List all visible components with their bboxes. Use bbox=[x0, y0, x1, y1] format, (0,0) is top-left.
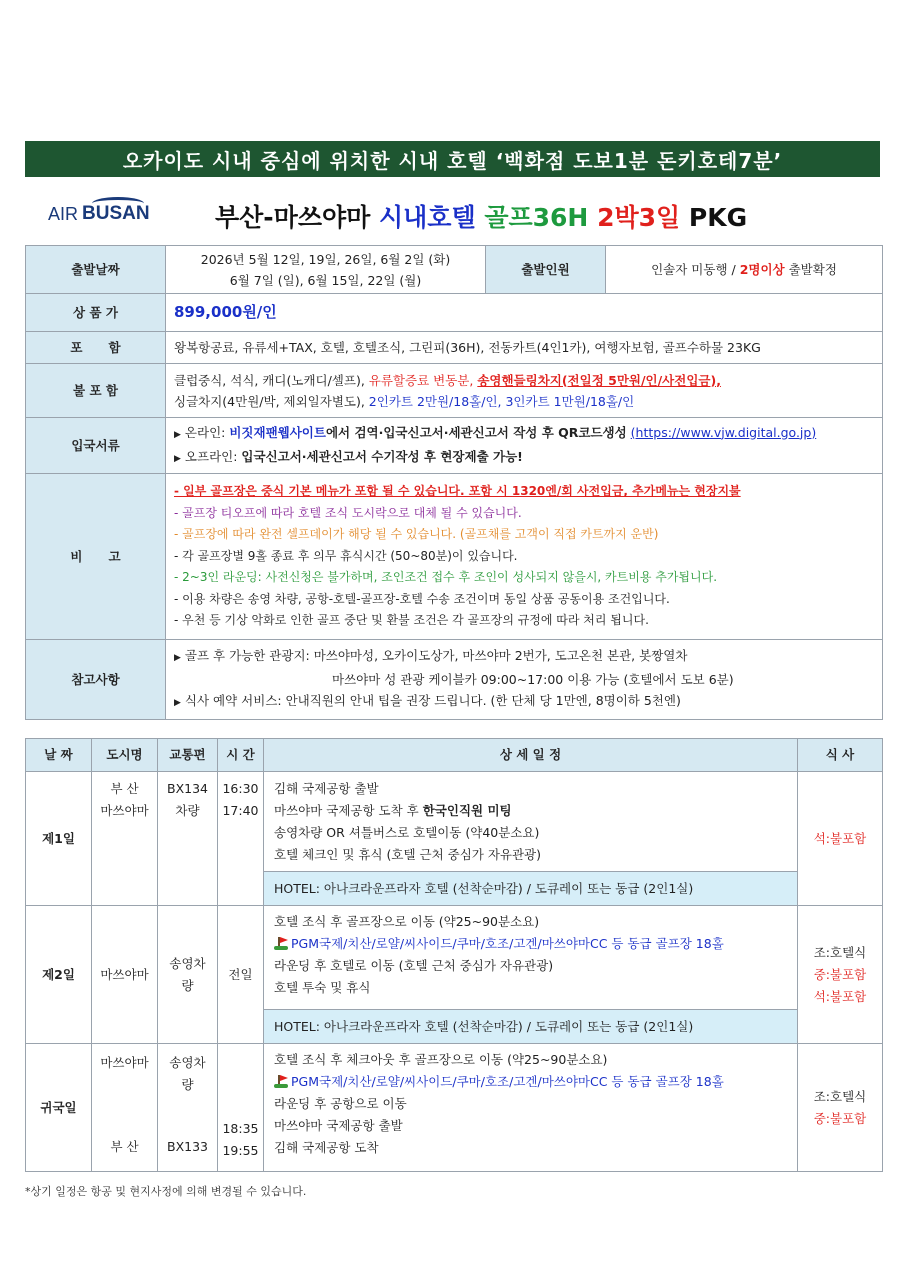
day1-label: 제1일 bbox=[26, 772, 92, 906]
note-7: - 우천 등 기상 악화로 인한 골프 중단 및 환불 조건은 각 골프장의 규정에 따라 처리 됩니다. bbox=[174, 613, 649, 628]
day1-l2a: 마쓰야마 국제공항 도착 후 bbox=[274, 803, 423, 818]
note-4: - 각 골프장별 9홀 종료 후 의무 휴식시간 (50~80분)이 있습니다. bbox=[174, 548, 518, 563]
day1-time2: 17:40 bbox=[222, 803, 259, 818]
air-busan-logo bbox=[48, 203, 150, 225]
day1-l1: 김해 국제공항 출발 bbox=[274, 781, 379, 796]
incl-label: 포 함 bbox=[26, 332, 166, 364]
day2-l3: 라운딩 후 호텔로 이동 (호텔 근처 중심가 자유관광) bbox=[274, 958, 554, 973]
excl-2b: 2인카트 2만원/18홀/인, 3인카트 1만원/18홀/인 bbox=[368, 393, 635, 409]
row-entry bbox=[26, 418, 883, 474]
schedule-table bbox=[25, 738, 883, 1172]
info-table bbox=[25, 245, 883, 720]
excl-1a: 클럽중식, 석식, 캐디(노캐디/셀프), bbox=[174, 372, 369, 388]
day3-label: 귀국일 bbox=[26, 1044, 92, 1172]
entry-label: 입국서류 bbox=[26, 418, 166, 474]
day3-l1: 호텔 조식 후 체크아웃 후 골프장으로 이동 (약25~90분소요) bbox=[274, 1052, 608, 1067]
hdr-transport: 교통편 bbox=[158, 739, 218, 772]
logo-air: AIR bbox=[48, 204, 79, 224]
pax-label: 출발인원 bbox=[486, 246, 606, 294]
day1-city bbox=[92, 772, 158, 906]
day3-city1: 마쓰야마 bbox=[100, 1055, 149, 1070]
price-cell bbox=[166, 294, 883, 332]
day3-city bbox=[92, 1044, 158, 1172]
day2-meal2: 중:불포함 bbox=[813, 966, 867, 982]
title-hotel: 시내호텔 bbox=[379, 203, 476, 232]
day1-time bbox=[218, 772, 264, 906]
row-included bbox=[26, 332, 883, 364]
entry-value bbox=[166, 418, 883, 474]
day2-meal3: 석:불포함 bbox=[813, 988, 867, 1004]
excl-label: 불 포 함 bbox=[26, 364, 166, 418]
excl-2a: 싱글차지(4만원/박, 제외일자별도), bbox=[174, 393, 369, 409]
note-3: - 골프장에 따라 완전 셀프데이가 해당 될 수 있습니다. (골프채를 고객이 직접 카트까지 운반) bbox=[174, 527, 659, 542]
day1-trans1: BX134 bbox=[167, 781, 208, 796]
day3-trans2: BX133 bbox=[167, 1139, 208, 1154]
entry-1b: 비짓재팬웹사이트 bbox=[229, 424, 326, 440]
day1-city1: 부 산 bbox=[110, 781, 139, 796]
pax-value bbox=[606, 246, 883, 294]
day1-hotel: HOTEL: 아나크라운프라자 호텔 (선착순마감) / 도큐레이 또는 동급 (2인1실) bbox=[264, 872, 798, 906]
ref-3: 식사 예약 서비스: 안내직원의 안내 팁을 권장 드립니다. (한 단체 당 1만엔, 8명이하 5천엔) bbox=[184, 693, 681, 708]
row-price bbox=[26, 294, 883, 332]
day3-meal bbox=[798, 1044, 883, 1172]
footnote: *상기 일정은 항공 및 현지사정에 의해 변경될 수 있습니다. bbox=[25, 1185, 307, 1198]
dep-label: 출발날짜 bbox=[26, 246, 166, 294]
day2-label: 제2일 bbox=[26, 906, 92, 1044]
entry-1a: 온라인: bbox=[184, 424, 230, 440]
title-pkg: PKG bbox=[688, 203, 748, 232]
day1-row bbox=[26, 772, 883, 872]
row-departure bbox=[26, 246, 883, 294]
day3-l4: 마쓰야마 국제공항 출발 bbox=[274, 1118, 403, 1133]
note-1: - 일부 골프장은 중식 기본 메뉴가 포함 될 수 있습니다. 포함 시 1320엔/회 사전입금, 추가메뉴는 현장지불 bbox=[174, 484, 741, 499]
entry-2a: 오프라인: bbox=[184, 448, 242, 464]
hdr-detail: 상 세 일 정 bbox=[264, 739, 798, 772]
day1-time1: 16:30 bbox=[222, 781, 259, 796]
day2-golf: PGM국제/치산/로얄/씨사이드/쿠마/호조/고겐/마쓰야마CC 등 동급 골프장 18홀 bbox=[291, 936, 724, 951]
arrow-icon: ▶ bbox=[174, 453, 181, 464]
day2-city: 마쓰야마 bbox=[92, 906, 158, 1044]
day3-trans1: 송영차량 bbox=[169, 1055, 206, 1092]
day1-meal: 석:불포함 bbox=[798, 772, 883, 906]
pax-min: 2명이상 bbox=[739, 262, 785, 277]
arrow-icon: ▶ bbox=[174, 698, 181, 708]
dep-dates bbox=[166, 246, 486, 294]
note-2: - 골프장 티오프에 따라 호텔 조식 도시락으로 대체 될 수 있습니다. bbox=[174, 505, 522, 520]
headline-banner: 오카이도 시내 중심에 위치한 시내 호텔 ‘백화점 도보1분 돈키호테7분’ bbox=[25, 141, 880, 177]
day1-trans2: 차량 bbox=[175, 803, 200, 818]
day3-time2: 19:55 bbox=[222, 1143, 259, 1158]
title-nights: 2박3일 bbox=[597, 203, 681, 232]
ref-1: 골프 후 가능한 관광지: 마쓰야마성, 오카이도상가, 마쓰야마 2번가, 도고온천 본관, 봇짱열차 bbox=[184, 648, 688, 663]
day3-transport bbox=[158, 1044, 218, 1172]
entry-2b: 입국신고서·세관신고서 수기작성 후 현장제출 가능! bbox=[241, 448, 523, 464]
day3-l5: 김해 국제공항 도착 bbox=[274, 1140, 379, 1155]
excl-1c: 송영핸들링차지(전일정 5만원/인/사전입금), bbox=[477, 372, 721, 388]
hdr-meal: 식 사 bbox=[798, 739, 883, 772]
day2-hotel: HOTEL: 아나크라운프라자 호텔 (선착순마감) / 도큐레이 또는 동급 (2인1실) bbox=[264, 1010, 798, 1044]
day2-l4: 호텔 투숙 및 휴식 bbox=[274, 980, 371, 995]
hdr-city: 도시명 bbox=[92, 739, 158, 772]
golf-flag-icon bbox=[274, 1074, 288, 1088]
day2-transport: 송영차량 bbox=[158, 906, 218, 1044]
day3-time1: 18:35 bbox=[222, 1121, 259, 1136]
day3-row bbox=[26, 1044, 883, 1172]
day1-l3: 송영차량 OR 셔틀버스로 호텔이동 (약40분소요) bbox=[274, 825, 540, 840]
hdr-date: 날 짜 bbox=[26, 739, 92, 772]
day2-l1: 호텔 조식 후 골프장으로 이동 (약25~90분소요) bbox=[274, 914, 540, 929]
day1-l4: 호텔 체크인 및 휴식 (호텔 근처 중심가 자유관광) bbox=[274, 847, 541, 862]
hdr-time: 시 간 bbox=[218, 739, 264, 772]
row-excluded bbox=[26, 364, 883, 418]
price-label: 상 품 가 bbox=[26, 294, 166, 332]
golf-flag-icon bbox=[274, 936, 288, 950]
row-reference bbox=[26, 640, 883, 720]
ref-2: 마쓰야마 성 관광 케이블카 09:00~17:00 이용 가능 (호텔에서 도보 6분) bbox=[332, 672, 734, 687]
pax-pre: 인솔자 미동행 / bbox=[651, 262, 740, 277]
day3-l3: 라운딩 후 공항으로 이동 bbox=[274, 1096, 407, 1111]
dep-line1: 2026년 5월 12일, 19일, 26일, 6월 2일 (화) bbox=[200, 251, 451, 267]
entry-1c: 에서 검역·입국신고서·세관신고서 작성 후 QR코드생성 bbox=[325, 424, 627, 440]
note-5: - 2~3인 라운딩: 사전신청은 불가하며, 조인조건 접수 후 조인이 성사되지 않을시, 카트비용 추가됩니다. bbox=[174, 570, 718, 585]
row-notes bbox=[26, 474, 883, 640]
day1-transport bbox=[158, 772, 218, 906]
title-route: 부산-마쓰야마 bbox=[215, 203, 371, 232]
day3-meal2: 중:불포함 bbox=[813, 1110, 867, 1126]
logo-busan: BUSAN bbox=[82, 203, 150, 224]
title-golf: 골프36H bbox=[484, 203, 589, 232]
day2-row bbox=[26, 906, 883, 1010]
day1-city2: 마쓰야마 bbox=[100, 803, 149, 818]
schedule-header bbox=[26, 739, 883, 772]
day2-meal1: 조:호텔식 bbox=[813, 944, 867, 960]
excl-1b: 유류할증료 변동분, bbox=[368, 372, 478, 388]
day3-city2: 부 산 bbox=[110, 1139, 139, 1154]
day2-time: 전일 bbox=[218, 906, 264, 1044]
arrow-icon: ▶ bbox=[174, 429, 181, 440]
day3-meal1: 조:호텔식 bbox=[813, 1088, 867, 1104]
day3-golf: PGM국제/치산/로얄/씨사이드/쿠마/호조/고겐/마쓰야마CC 등 동급 골프장 18홀 bbox=[291, 1074, 724, 1089]
ref-label: 참고사항 bbox=[26, 640, 166, 720]
note-6: - 이용 차량은 송영 차량, 공항-호텔-골프장-호텔 수송 조건이며 동일 상품 공동이용 조건입니다. bbox=[174, 591, 670, 606]
vjw-link[interactable]: (https://www.vjw.digital.go.jp) bbox=[630, 424, 817, 440]
note-label: 비 고 bbox=[26, 474, 166, 640]
excl-value bbox=[166, 364, 883, 418]
day1-l2b: 한국인직원 미팅 bbox=[422, 803, 512, 818]
arrow-icon: ▶ bbox=[174, 653, 181, 663]
day3-time bbox=[218, 1044, 264, 1172]
day3-detail bbox=[264, 1044, 798, 1172]
day2-detail bbox=[264, 906, 798, 1010]
ref-value bbox=[166, 640, 883, 720]
incl-value: 왕복항공료, 유류세+TAX, 호텔, 호텔조식, 그린피(36H), 전동카트(4인1카), 여행자보험, 골프수하물 23KG bbox=[166, 332, 883, 364]
notes-value bbox=[166, 474, 883, 640]
dep-line2: 6월 7일 (일), 6월 15일, 22일 (월) bbox=[229, 272, 422, 288]
logo-arc-icon bbox=[92, 197, 144, 210]
price-value: 899,000원/인 bbox=[174, 303, 277, 321]
page-title bbox=[215, 198, 747, 234]
day2-meal bbox=[798, 906, 883, 1044]
pax-post: 출발확정 bbox=[784, 262, 837, 277]
day1-detail bbox=[264, 772, 798, 872]
